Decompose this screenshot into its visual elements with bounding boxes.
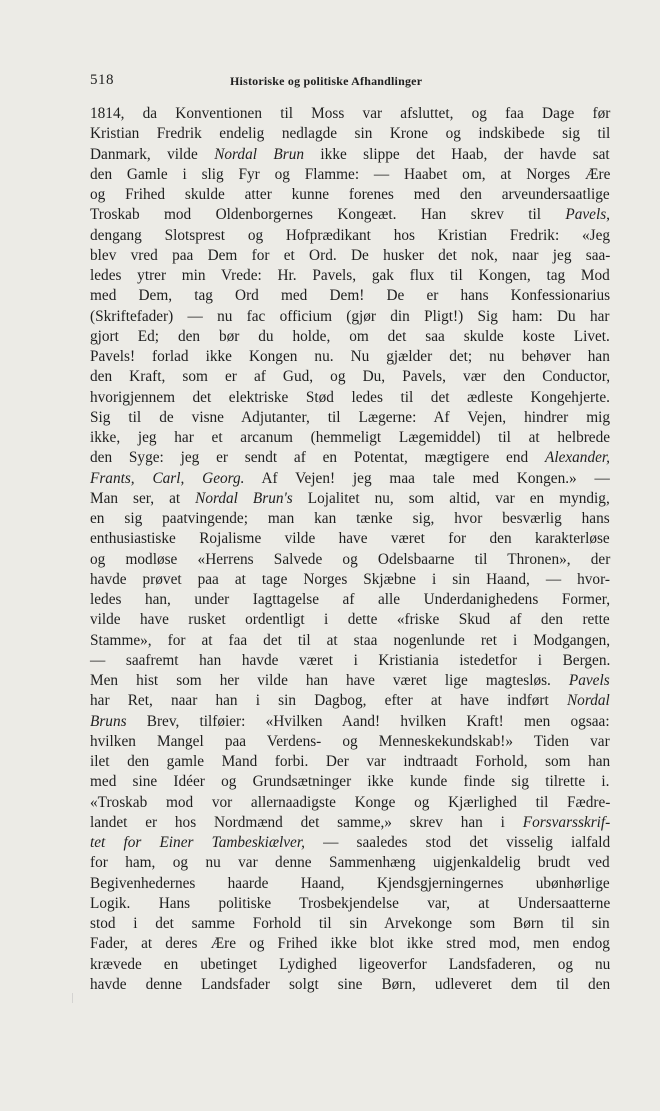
text-line — [90, 793, 610, 813]
text-line — [90, 772, 610, 792]
text-line — [90, 934, 610, 954]
text-segment: Kristian Fredrik endelig nedlagde sin Krone og indskibede sig til — [90, 125, 611, 143]
text-segment: Pavels! forlad ikke Kongen nu. Nu gjælder det; nu behøver han — [90, 348, 610, 365]
text-segment: blev vred paa Dem for et Ord. De husker det nok, naar jeg saa- — [90, 246, 611, 264]
text-segment: den Gamle i slig Fyr og Flamme: — Haabet om, at Norges Ære — [90, 165, 611, 183]
text-line — [90, 489, 610, 509]
text-line — [90, 529, 610, 549]
text-line — [90, 631, 610, 651]
text-segment: hvilken Mangel paa Verdens- og Menneskekundskab!» Tiden var — [90, 732, 610, 750]
running-title: Historiske og politiske Afhandlinger — [230, 74, 423, 88]
text-line — [90, 286, 610, 306]
text-segment: ilet den gamle Mand forbi. Der var indtraadt Forhold, som han — [90, 753, 611, 770]
text-segment: med Dem, tag Ord med Dem! De er hans Konfessionarius — [90, 287, 611, 305]
italic-text: Nordal — [566, 692, 610, 710]
text-line — [90, 347, 610, 367]
text-segment: og Frihed skulde atter kunne forenes med den arveundersaatlige — [90, 186, 610, 203]
text-segment: krævede en ubetinget Lydighed ligeoverfor Landsfaderen, og nu — [90, 955, 611, 973]
text-line — [90, 226, 610, 246]
text-line — [90, 570, 610, 590]
text-line — [90, 145, 610, 165]
text-line — [90, 853, 610, 873]
text-line — [90, 104, 610, 124]
text-line — [90, 307, 610, 327]
text-line — [90, 752, 610, 772]
text-segment: «Troskab mod vor allernaadigste Konge og Kjærlighed til Fædre- — [90, 793, 611, 811]
text-line — [90, 975, 610, 995]
page-number: 518 — [90, 72, 114, 88]
text-line — [90, 408, 610, 428]
text-segment: — saaledes stod det visselig ialfald — [304, 834, 611, 851]
italic-text: Pavels, — [565, 206, 610, 224]
italic-text: Nordal Brun's — [195, 489, 293, 507]
margin-mark — [72, 993, 77, 1003]
text-segment: havde denne Landsfader solgt sine Børn, udleveret dem til den — [90, 975, 611, 993]
text-line — [90, 266, 610, 286]
text-segment: Man ser, at — [90, 489, 196, 507]
text-segment: gjort Ed; den bør du holde, om det saa skulde koste Livet. — [90, 327, 610, 345]
text-segment: Troskab mod Oldenborgernes Kongeæt. Han skrev til — [90, 206, 566, 224]
text-segment: Men hist som her vilde han have været lige magtesløs. — [90, 672, 569, 689]
text-segment: Logik. Hans politiske Trosbekjendelse var, at Undersaatterne — [90, 894, 611, 912]
text-segment: Lojalitet nu, som altid, var en myndig, — [292, 489, 610, 507]
text-segment: ikke slippe det Haab, der havde sat — [304, 145, 610, 163]
text-line — [90, 712, 610, 732]
text-segment: dengang Slotsprest og Hofprædikant hos Kristian Fredrik: «Jeg — [90, 226, 611, 244]
text-segment: stod i det samme Forhold til sin Arvekonge som Børn til sin — [90, 915, 610, 932]
text-segment: med sine Idéer og Grundsætninger ikke kunde finde sig tilrette i. — [90, 773, 610, 791]
text-segment: hvorigjennem det elektriske Stød ledes til det ædleste Kongehjerte. — [90, 388, 610, 406]
text-segment: og modløse «Herrens Salvede og Odelsbaarne til Thronen», der — [90, 550, 611, 568]
text-line — [90, 448, 610, 468]
text-line — [90, 388, 610, 408]
text-line — [90, 205, 610, 225]
text-line — [90, 469, 610, 489]
text-line — [90, 671, 610, 691]
text-segment: (Skriftefader) — nu fac officium (gjør din Pligt!) Sig ham: Du har — [90, 307, 610, 325]
text-line — [90, 185, 610, 205]
text-segment: Begivenhedernes haarde Haand, Kjendsgjerningernes ubønhørlige — [90, 874, 610, 892]
italic-text: Bruns — [90, 712, 127, 730]
text-line — [90, 165, 610, 185]
text-line — [90, 914, 610, 934]
text-segment: Sig til de visne Adjutanter, til Lægerne: Af Vejen, hindrer mig — [90, 408, 611, 426]
text-segment: Stamme», for at faa det til at staa nogenlunde ret i Modgangen, — [90, 631, 611, 649]
text-line — [90, 590, 610, 610]
text-line — [90, 367, 610, 387]
text-line — [90, 327, 610, 347]
text-segment: Danmark, vilde — [90, 145, 215, 163]
text-line — [90, 833, 610, 853]
text-line — [90, 124, 610, 144]
text-segment: — saafremt han havde været i Kristiania istedetfor i Bergen. — [90, 651, 611, 669]
text-segment: Fader, at deres Ære og Frihed ikke blot ikke stred mod, men endog — [90, 935, 610, 953]
text-segment: den Syge: jeg er sendt af en Potentat, mægtigere end — [90, 449, 545, 467]
text-segment: ledes ytrer min Vrede: Hr. Pavels, gak flux til Kongen, tag Mod — [90, 267, 610, 284]
text-segment: landet er hos Nordmænd det samme,» skrev han i — [90, 813, 523, 831]
italic-text: Pavels — [568, 672, 610, 689]
text-segment: ledes han, under Iagttagelse af alle Underdanighedens Former, — [90, 591, 611, 608]
text-line — [90, 691, 610, 711]
text-segment: Af Vejen! jeg maa tale med Kongen.» — — [244, 469, 610, 487]
text-line — [90, 550, 610, 570]
text-segment: 1814, da Konventionen til Moss var afsluttet, og faa Dage før — [90, 105, 611, 122]
text-line — [90, 246, 610, 266]
text-segment: havde prøvet paa at tage Norges Skjæbne i sin Haand, — hvor- — [90, 570, 610, 588]
text-line — [90, 813, 610, 833]
text-segment: en sig paatvingende; man kan tænke sig, hvor besværlig hans — [90, 510, 610, 527]
text-line — [90, 428, 610, 448]
italic-text: tet for Einer Tambeskiælver, — [90, 834, 305, 851]
text-segment: for ham, og nu var denne Sammenhæng uigjenkaldelig brudt ved — [90, 854, 610, 872]
text-segment: enthusiastiske Rojalisme vilde have været for den karakterløse — [90, 530, 610, 548]
text-segment: Brev, tilføier: «Hvilken Aand! hvilken Kraft! men ogsaa: — [126, 712, 610, 730]
italic-text: Frants, Carl, Georg. — [90, 469, 245, 487]
text-line — [90, 894, 610, 914]
text-line — [90, 651, 610, 671]
italic-text: Nordal Brun — [214, 145, 304, 163]
text-segment: vilde have rusket ordentligt i dette «friske Skud af den rette — [90, 611, 610, 629]
italic-text: Alexander, — [544, 449, 610, 467]
text-line — [90, 732, 610, 752]
text-line — [90, 509, 610, 529]
italic-text: Forsvarsskrif- — [522, 813, 611, 831]
text-line — [90, 955, 610, 975]
text-line — [90, 874, 610, 894]
text-segment: har Ret, naar han i sin Dagbog, efter at have indført — [90, 692, 567, 710]
running-header — [90, 72, 610, 94]
text-segment: ikke, jeg har et arcanum (hemmeligt Lægemiddel) til at helbrede — [90, 429, 611, 446]
text-line — [90, 610, 610, 630]
body-text — [90, 104, 610, 995]
text-segment: den Kraft, som er af Gud, og Du, Pavels, vær den Conductor, — [90, 368, 611, 386]
